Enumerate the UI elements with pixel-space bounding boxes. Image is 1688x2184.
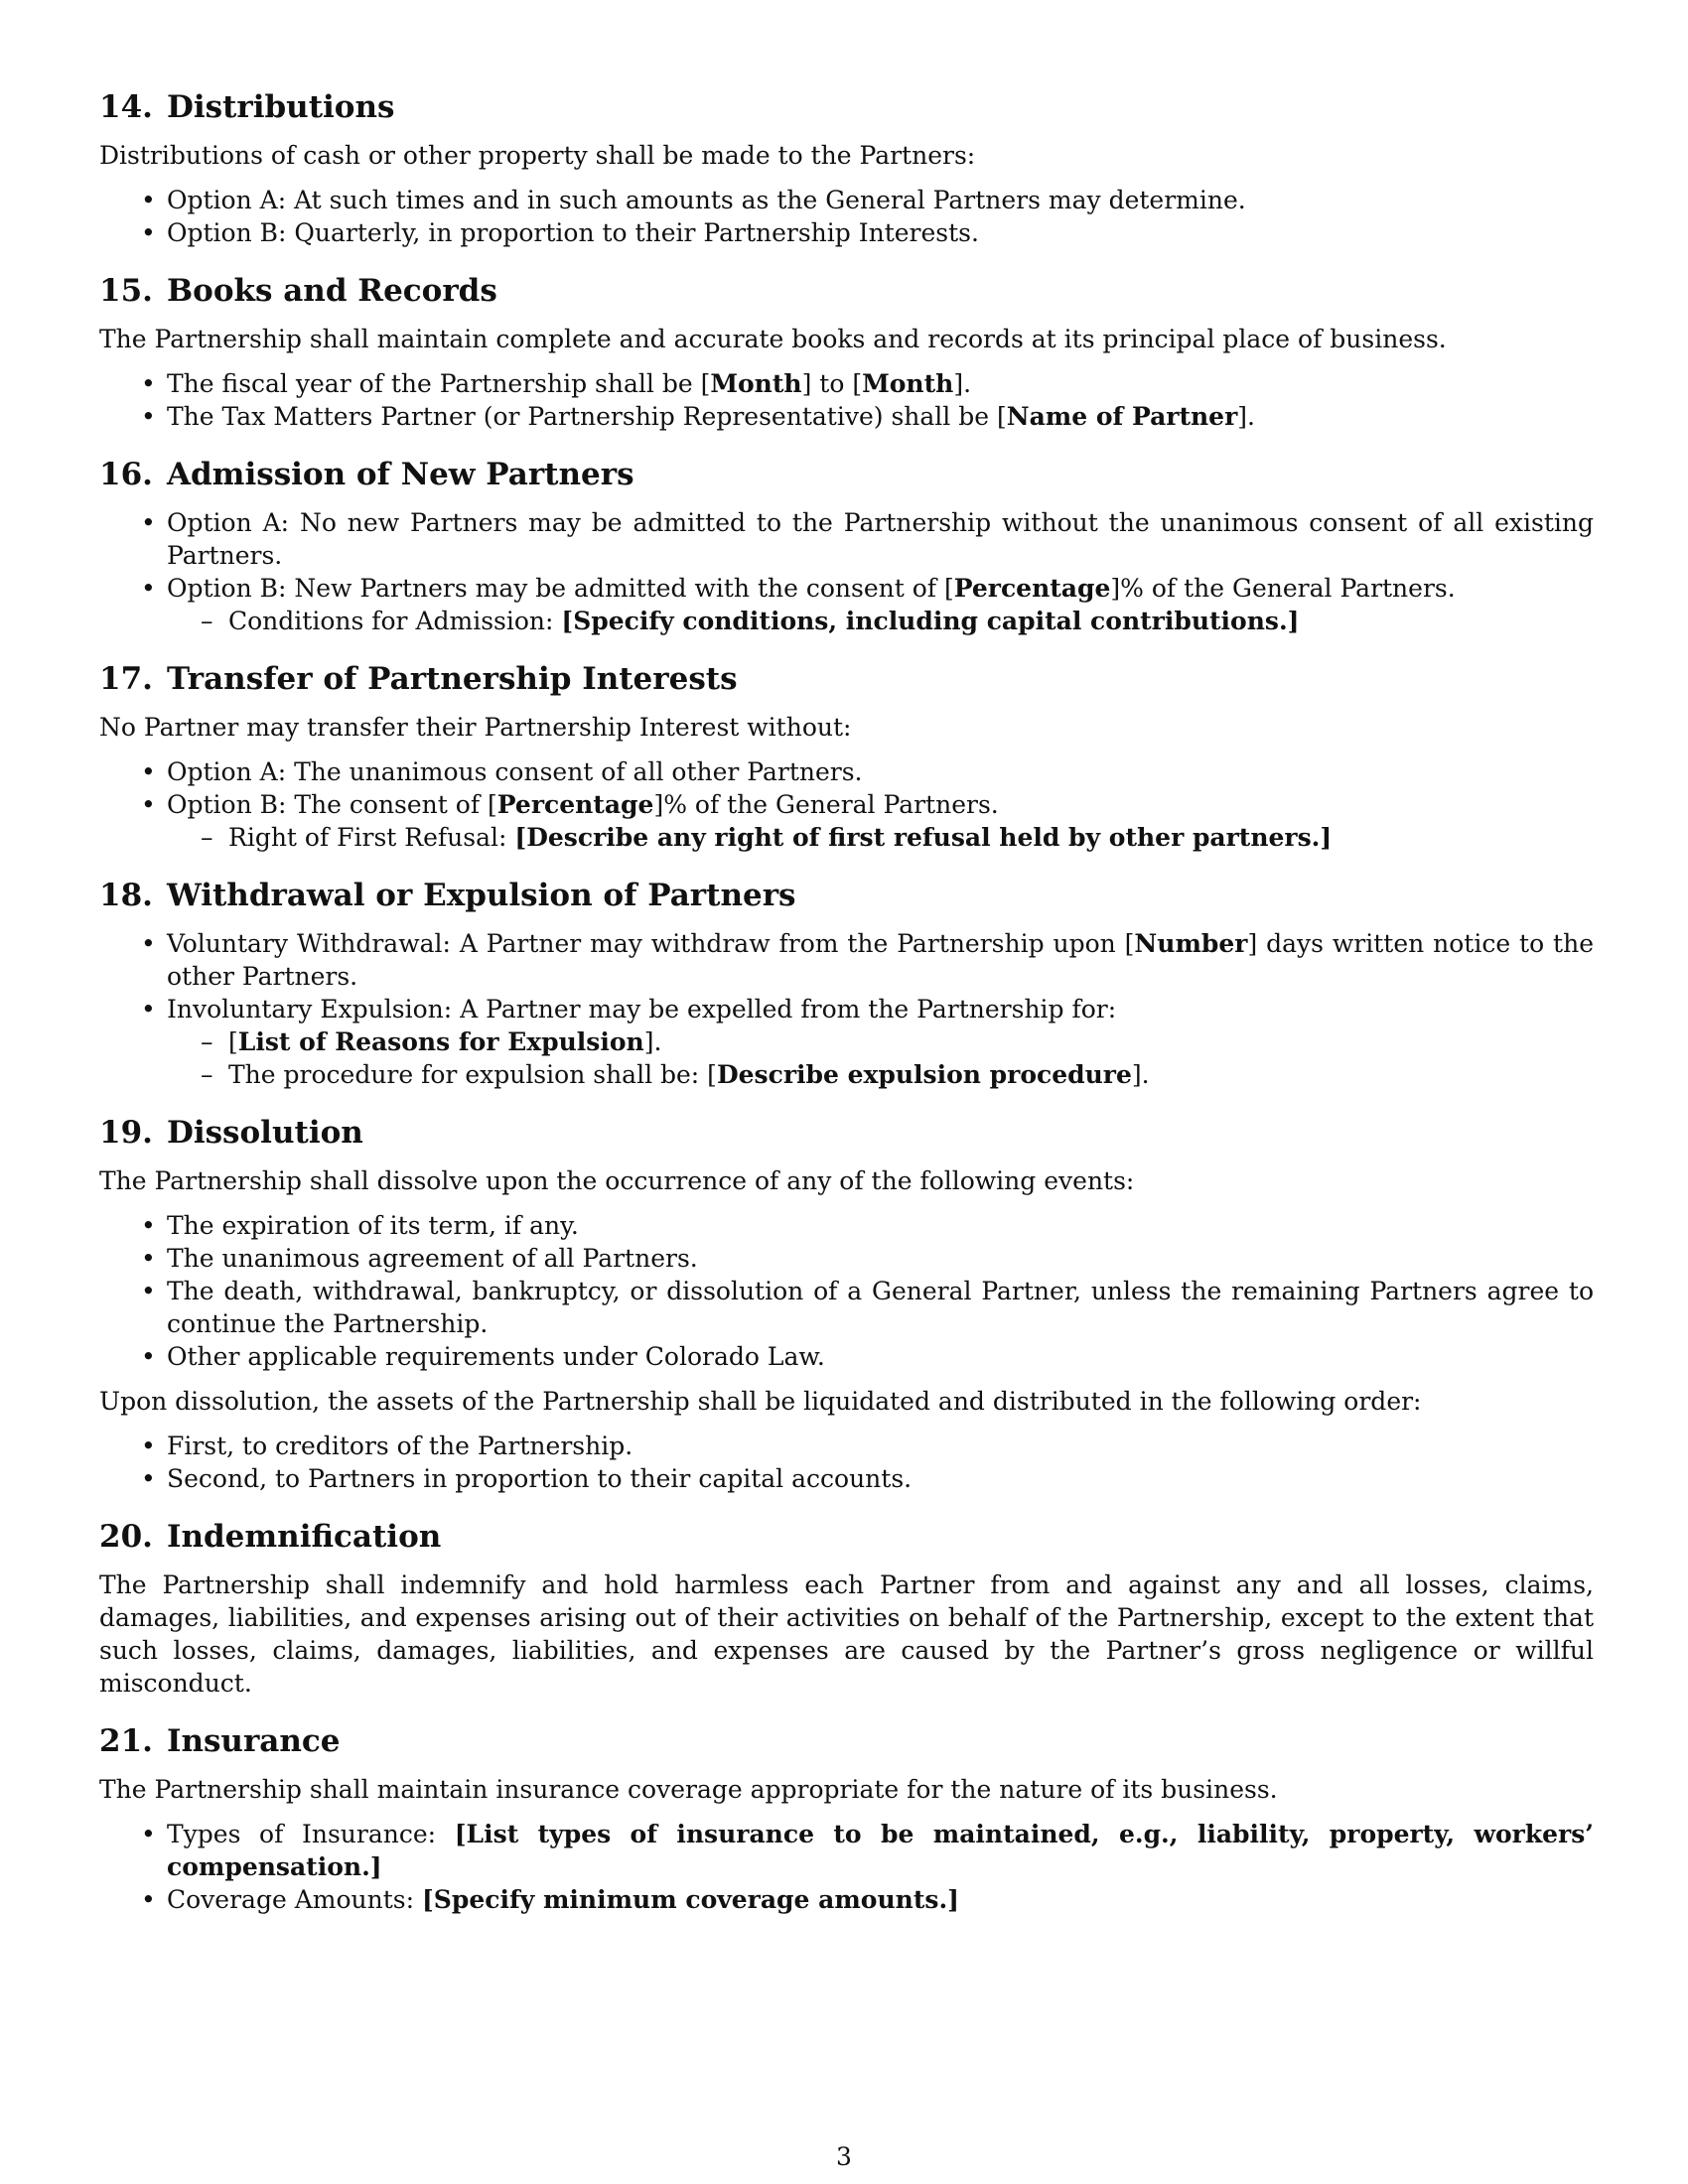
bullet-list	[99, 1818, 1594, 1916]
list-item: • The unanimous agreement of all Partners.	[167, 1242, 1594, 1275]
list-item: • Option A: The unanimous consent of all other Partners.	[167, 755, 1594, 788]
list-item: • Types of Insurance: [List types of insurance to be maintained, e.g., liability, property, workers’ compensation.]	[167, 1818, 1594, 1883]
list-item: • Involuntary Expulsion: A Partner may be expelled from the Partnership for: – [List of Reasons for Expulsion]. – The procedure for expulsion shall be: [Describe expulsion procedure].	[167, 993, 1594, 1091]
bullet-list	[99, 184, 1594, 249]
section-intro: Distributions of cash or other property shall be made to the Partners:	[99, 141, 976, 170]
document-page	[99, 87, 1594, 1938]
list-item: • Other applicable requirements under Colorado Law.	[167, 1340, 1594, 1373]
section-intro: The Partnership shall maintain complete and accurate books and records at its principal place of business.	[99, 325, 1447, 353]
sub-list-item: – The procedure for expulsion shall be: [Describe expulsion procedure].	[228, 1058, 1594, 1091]
list-item: • Second, to Partners in proportion to their capital accounts.	[167, 1462, 1594, 1495]
section-intro: No Partner may transfer their Partnership Interest without:	[99, 713, 852, 742]
section-transfer-of-partnership-interests	[99, 659, 1594, 854]
sub-list	[167, 1025, 1594, 1091]
list-item: • Option A: No new Partners may be admitted to the Partnership without the unanimous consent of all existing Partners.	[167, 506, 1594, 572]
bullet-list	[99, 1209, 1594, 1373]
list-item: • Option B: The consent of [Percentage]% of the General Partners. – Right of First Refusal: [Describe any right of first refusal held by other partners.]	[167, 788, 1594, 854]
section-dissolution	[99, 1113, 1594, 1495]
section-heading: 18. Withdrawal or Expulsion of Partners	[99, 878, 796, 913]
section-insurance	[99, 1721, 1594, 1916]
bullet-list	[99, 506, 1594, 637]
list-item: • Option B: New Partners may be admitted with the consent of [Percentage]% of the General Partners. – Conditions for Admission: [Specify conditions, including capital contributions.]	[167, 572, 1594, 637]
section-admission-of-new-partners	[99, 455, 1594, 637]
section-heading: 15. Books and Records	[99, 273, 497, 309]
list-item: • Option A: At such times and in such amounts as the General Partners may determine.	[167, 184, 1594, 216]
section-heading: 14. Distributions	[99, 89, 395, 125]
bullet-list	[99, 755, 1594, 854]
bullet-list	[99, 1430, 1594, 1495]
list-item: • Option B: Quarterly, in proportion to their Partnership Interests.	[167, 216, 1594, 249]
sub-list-item: – Conditions for Admission: [Specify conditions, including capital contributions.]	[228, 605, 1594, 637]
list-item: • The fiscal year of the Partnership shall be [Month] to [Month].	[167, 367, 1594, 400]
section-intro: The Partnership shall maintain insurance coverage appropriate for the nature of its business.	[99, 1775, 1278, 1804]
sub-list	[167, 605, 1594, 637]
section-paragraph: Upon dissolution, the assets of the Partnership shall be liquidated and distributed in the following order:	[99, 1387, 1422, 1416]
section-intro: The Partnership shall dissolve upon the occurrence of any of the following events:	[99, 1166, 1135, 1195]
list-item: • Voluntary Withdrawal: A Partner may withdraw from the Partnership upon [Number] days written notice to the other Partners.	[167, 927, 1594, 993]
list-item: • Coverage Amounts: [Specify minimum coverage amounts.]	[167, 1883, 1594, 1916]
section-heading: 16. Admission of New Partners	[99, 457, 634, 492]
section-books-and-records	[99, 271, 1594, 433]
bullet-list	[99, 367, 1594, 433]
list-item: • First, to creditors of the Partnership.	[167, 1430, 1594, 1462]
section-indemnification	[99, 1517, 1594, 1700]
page-number: 3	[836, 2142, 852, 2171]
section-distributions	[99, 87, 1594, 249]
list-item: • The Tax Matters Partner (or Partnership Representative) shall be [Name of Partner].	[167, 400, 1594, 433]
sub-list-item: – Right of First Refusal: [Describe any right of first refusal held by other partners.]	[228, 821, 1594, 854]
section-heading: 19. Dissolution	[99, 1115, 363, 1151]
sub-list	[167, 821, 1594, 854]
section-intro: The Partnership shall indemnify and hold harmless each Partner from and against any and all losses, claims, damages, liabilities, and expenses arising out of their activities on behalf of the Partnership, except to the extent that such losses, claims, damages, liabilities, and expenses are caused by the Partner’s gross negligence or willful misconduct.	[99, 1570, 1594, 1698]
section-heading: 21. Insurance	[99, 1723, 341, 1759]
list-item: • The expiration of its term, if any.	[167, 1209, 1594, 1242]
section-heading: 20. Indemnification	[99, 1519, 442, 1555]
bullet-list	[99, 927, 1594, 1091]
list-item: • The death, withdrawal, bankruptcy, or dissolution of a General Partner, unless the remaining Partners agree to continue the Partnership.	[167, 1275, 1594, 1340]
sub-list-item: – [List of Reasons for Expulsion].	[228, 1025, 1594, 1058]
section-heading: 17. Transfer of Partnership Interests	[99, 661, 738, 697]
section-withdrawal-or-expulsion	[99, 876, 1594, 1091]
